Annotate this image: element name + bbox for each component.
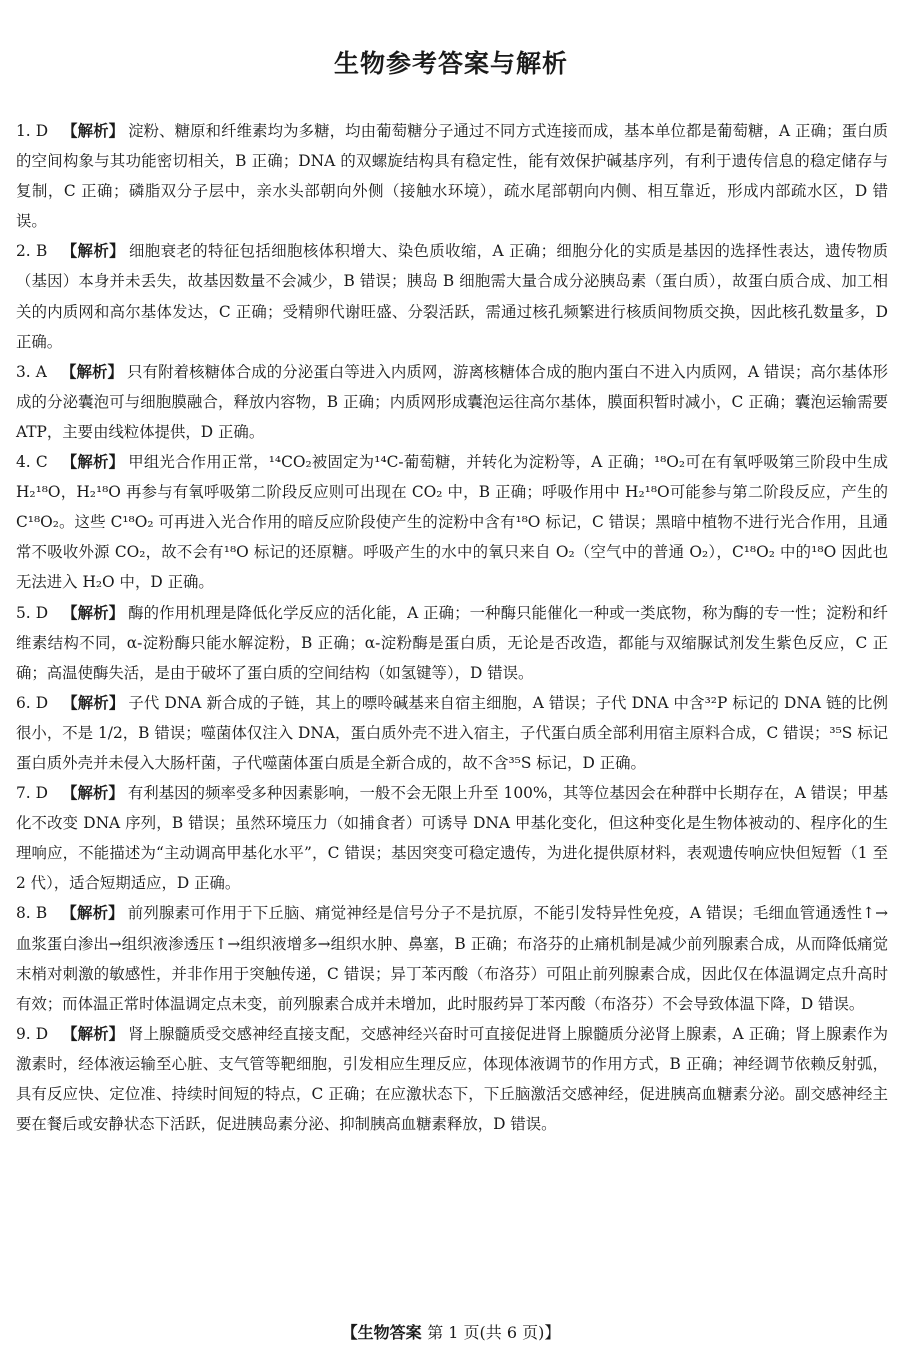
answer-item-8 [14, 898, 888, 1018]
analysis-tag: 【解析】 [60, 362, 124, 381]
answer-item-9 [14, 1019, 888, 1139]
footer-subject: 【生物答案 [341, 1323, 422, 1342]
item-number: 5. [16, 603, 31, 622]
answer-list [14, 116, 888, 1139]
item-answer: D [35, 784, 48, 803]
item-number: 2. [16, 242, 31, 261]
item-text: 有利基因的频率受多种因素影响，一般不会无限上升至 100%，其等位基因会在种群中长期存在，A 错误；甲基化不改变 DNA 序列，B 错误；虽然环境压力（如捕食者）可诱导 DNA 甲基化变化，但这种变化是生物体被动的、程序化的生理响应，不能描述为“主动调高甲基化水平”，C 错误；基因突变可稳定遗传，为进化提供原材料，表观遗传响应快但短暂（1 至 2 代），适合短期适应，D 正确。 [16, 784, 888, 893]
analysis-tag: 【解析】 [62, 122, 125, 140]
answer-item-7 [14, 778, 888, 898]
item-number: 8. [16, 904, 31, 923]
item-number: 7. [16, 784, 31, 803]
item-number: 9. [16, 1024, 31, 1043]
item-answer: D [35, 693, 49, 712]
item-answer: B [35, 904, 48, 923]
answer-item-1 [14, 116, 888, 236]
item-number: 6. [16, 693, 31, 712]
item-number: 3. [16, 362, 31, 381]
page-title: 生物参考答案与解析 [333, 49, 568, 78]
analysis-tag: 【解析】 [61, 784, 124, 803]
item-text: 子代 DNA 新合成的子链，其上的嘌呤碱基来自宿主细胞，A 错误；子代 DNA 中含³²P 标记的 DNA 链的比例很小，不是 1/2，B 错误；噬菌体仅注入 DNA，蛋白质外壳不进入宿主，子代蛋白质全部利用宿主原料合成，C 错误；³⁵S 标记蛋白质外壳并未侵入大肠杆菌，子代噬菌体蛋白质是全新合成的，故不含³⁵S 标记，D 正确。 [16, 693, 888, 772]
item-text: 淀粉、糖原和纤维素均为多糖，均由葡萄糖分子通过不同方式连接而成，基本单位都是葡萄糖，A 正确；蛋白质的空间构象与其功能密切相关，B 正确；DNA 的双螺旋结构具有稳定性，能有效保护碱基序列，有利于遗传信息的稳定储存与复制，C 正确；磷脂双分子层中，亲水头部朝向外侧（接触水环境），疏水尾部朝向内侧、相互靠近，形成内部疏水区，D 错误。 [16, 122, 888, 231]
answer-item-3 [14, 357, 888, 447]
analysis-tag: 【解析】 [62, 693, 125, 712]
analysis-tag: 【解析】 [62, 1024, 125, 1043]
item-answer: D [35, 603, 49, 622]
analysis-tag: 【解析】 [61, 242, 125, 261]
answer-item-6 [14, 688, 888, 778]
answer-item-2 [14, 236, 888, 356]
item-text: 肾上腺髓质受交感神经直接支配，交感神经兴奋时可直接促进肾上腺髓质分泌肾上腺素，A 正确；肾上腺素作为激素时，经体液运输至心脏、支气管等靶细胞，引发相应生理反应，体现体液调节的作用方式，B 正确；神经调节依赖反射弧，具有反应快、定位准、持续时间短的特点，C 正确；在应激状态下，下丘脑激活交感神经，促进胰高血糖素分泌。副交感神经主要在餐后或安静状态下活跃，促进胰岛素分泌、抑制胰高血糖素释放，D 错误。 [16, 1024, 888, 1134]
item-text: 前列腺素可作用于下丘脑、痛觉神经是信号分子不是抗原，不能引发特异性免疫，A 错误；毛细血管通透性↑→血浆蛋白渗出→组织液渗透压↑→组织液增多→组织水肿、鼻塞，B 正确；布洛芬的止痛机制是减少前列腺素合成，从而降低痛觉末梢对刺激的敏感性，并非作用于突触传递，C 错误；异丁苯丙酸（布洛芬）可阻止前列腺素合成，因此仅在体温调定点升高时有效；而体温正常时体温调定点未变，前列腺素合成并未增加，此时服药异丁苯丙酸（布洛芬）不会导致体温下降，D 错误。 [16, 904, 888, 1013]
page-footer [0, 1320, 902, 1343]
item-text: 甲组光合作用正常，¹⁴CO₂被固定为¹⁴C-葡萄糖，并转化为淀粉等，A 正确；¹⁸O₂可在有氧呼吸第三阶段中生成 H₂¹⁸O，H₂¹⁸O 再参与有氧呼吸第二阶段反应则可出现在 CO₂ 中，B 正确；呼吸作用中 H₂¹⁸O可能参与第二阶段反应，产生的 C¹⁸O₂。这些 C¹⁸O₂ 可再进入光合作用的暗反应阶段使产生的淀粉中含有¹⁸O 标记，C 错误；黑暗中植物不进行光合作用，且通常不吸收外源 CO₂，故不会有¹⁸O 标记的还原糖。呼吸产生的水中的氧只来自 O₂（空气中的普通 O₂），C¹⁸O₂ 中的¹⁸O 因此也无法进入 H₂O 中，D 正确。 [16, 453, 888, 592]
item-text: 只有附着核糖体合成的分泌蛋白等进入内质网，游离核糖体合成的胞内蛋白不进入内质网，A 错误；高尔基体形成的分泌囊泡可与细胞膜融合，释放内容物，B 正确；内质网形成囊泡运往高尔基体，膜面积暂时减小，C 正确；囊泡运输需要 ATP，主要由线粒体提供，D 正确。 [16, 362, 888, 441]
item-answer: A [35, 362, 47, 381]
analysis-tag: 【解析】 [61, 453, 125, 472]
item-answer: D [35, 1024, 49, 1043]
analysis-tag: 【解析】 [61, 904, 124, 923]
item-answer: B [36, 242, 48, 261]
item-number: 4. [16, 453, 31, 472]
item-text: 细胞衰老的特征包括细胞核体积增大、染色质收缩，A 正确；细胞分化的实质是基因的选择性表达，遗传物质（基因）本身并未丢失，故基因数量不会减少，B 错误；胰岛 B 细胞需大量合成分泌胰岛素（蛋白质），故蛋白质合成、加工相关的内质网和高尔基体发达，C 正确；受精卵代谢旺盛、分裂活跃，需通过核孔频繁进行核质间物质交换，因此核孔数量多，D 正确。 [16, 242, 888, 351]
footer-page-number: 第 1 页(共 6 页)】 [427, 1323, 561, 1342]
answer-item-5 [14, 598, 888, 688]
item-answer: D [35, 122, 49, 140]
item-number: 1. [16, 122, 31, 140]
item-answer: C [35, 453, 48, 472]
item-text: 酶的作用机理是降低化学反应的活化能，A 正确；一种酶只能催化一种或一类底物，称为酶的专一性；淀粉和纤维素结构不同，α-淀粉酶只能水解淀粉，B 正确；α-淀粉酶是蛋白质，无论是否改造，都能与双缩脲试剂发生紫色反应，C 正确；高温使酶失活，是由于破坏了蛋白质的空间结构（如氢键等），D 错误。 [16, 603, 888, 682]
answer-item-4 [14, 447, 888, 597]
analysis-tag: 【解析】 [62, 603, 125, 622]
